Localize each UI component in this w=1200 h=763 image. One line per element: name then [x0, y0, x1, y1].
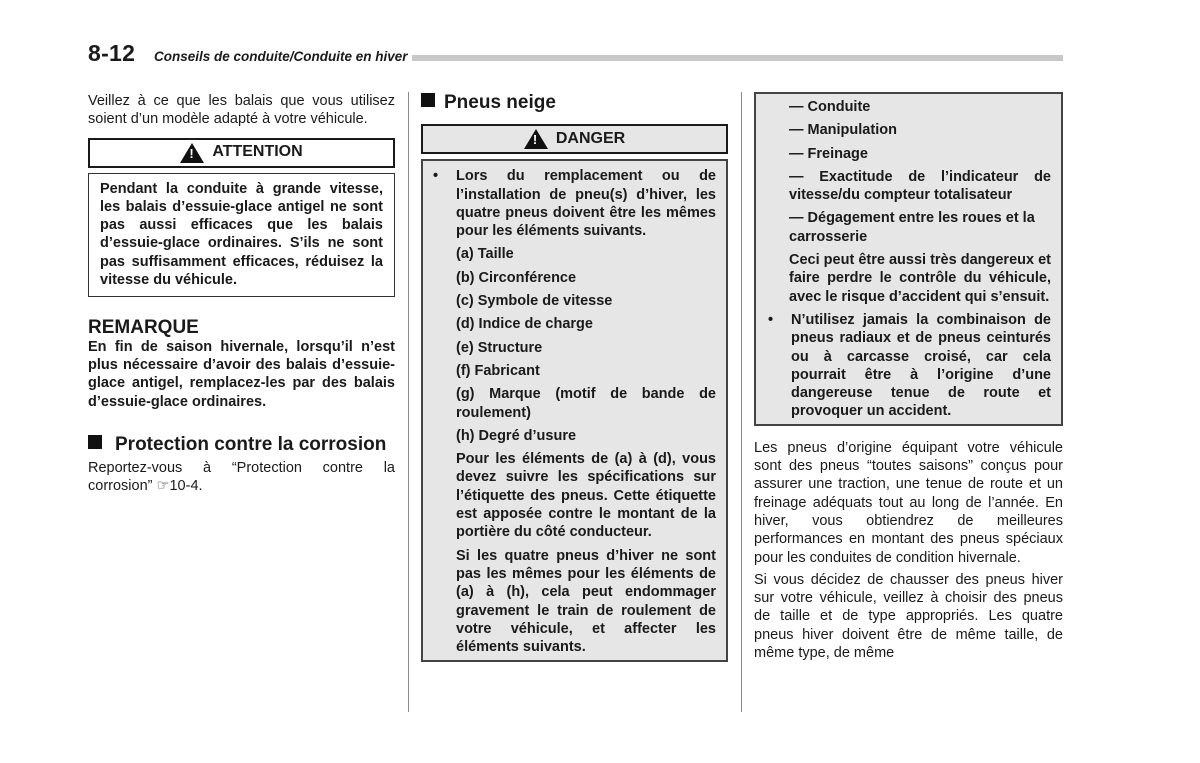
- warning-triangle-icon: [180, 143, 204, 163]
- body-paragraph: Les pneus d’origine équipant votre véhicule sont des pneus “toutes saisons” conçus pour assurer une traction, une tenue de route et un freinage adéquats tout au long de l’année. En hiver, vous obtiendrez de meilleures performances en montant des pneus spéciaux pour les conduites de condition hivernale.: [754, 439, 1063, 566]
- danger-header: [421, 124, 728, 154]
- danger-bullet: • N’utilisez jamais la combinaison de pneus radiaux et de pneus ceinturés ou à carcasse croisé, car cela pourrait être à l’origine d’une dangereuse tenue de route et provoquer un accident.: [768, 311, 1051, 420]
- danger-body-continued: [754, 92, 1063, 426]
- intro-text: Veillez à ce que les balais que vous utilisez soient d’un modèle adapté à votre véhicule.: [88, 93, 395, 128]
- column-divider: [741, 92, 742, 712]
- danger-box: [421, 124, 728, 662]
- criteria-item: (g) Marque (motif de bande de roulement): [456, 386, 716, 421]
- section-square-icon: [421, 93, 435, 107]
- pneus-neige-title: Pneus neige: [421, 93, 728, 112]
- criteria-note: Pour les éléments de (a) à (d), vous devez suivre les spécifications sur l’étiquette des pneus. Cette étiquette est apposée contre le montant de la portière du côté conducteur.: [456, 451, 716, 541]
- effect-item: — Conduite: [789, 99, 871, 115]
- danger-bullet: • Lors du remplacement ou de l’installation de pneu(s) d’hiver, les quatre pneus doivent être les mêmes pour les éléments suivants.: [433, 168, 716, 240]
- danger-label: DANGER: [555, 130, 626, 148]
- criteria-item: (c) Symbole de vitesse: [456, 293, 613, 310]
- criteria-item: (a) Taille: [456, 246, 514, 263]
- danger-body: [421, 159, 728, 662]
- attention-box: [88, 138, 395, 298]
- corrosion-reference-link[interactable]: Reportez-vous à “Protection contre la corrosion” ☞10-4.: [88, 459, 395, 495]
- effect-item: — Manipulation: [789, 122, 897, 139]
- attention-body: Pendant la conduite à grande vitesse, les balais d’essuie-glace antigel ne sont pas aussi efficaces que les balais d’essuie-glace ordinaires. S’ils ne sont pas suffisamment efficaces, réduisez la vitesse du véhicule.: [88, 173, 395, 298]
- bullet-dot: •: [433, 168, 439, 185]
- corrosion-section: [88, 434, 395, 496]
- body-paragraph: Si vous décidez de chausser des pneus hiver sur votre véhicule, veillez à choisir des pneus de taille et de type appropriés. Les quatre pneus hiver doivent être de même taille, de même type, de même: [754, 571, 1063, 662]
- effects-list: [766, 98, 1051, 306]
- column-1: [88, 92, 395, 495]
- danger-consequence: Ceci peut être aussi très dangereux et faire perdre le contrôle du véhicule, avec le risque d’accident qui s’ensuit.: [789, 252, 1051, 305]
- attention-label: ATTENTION: [212, 143, 303, 161]
- criteria-item: (e) Structure: [456, 339, 543, 356]
- criteria-item: (b) Circonférence: [456, 269, 577, 286]
- warning-triangle-icon: [524, 129, 548, 149]
- criteria-item: (f) Fabricant: [456, 362, 540, 379]
- bullet-dot: •: [768, 311, 774, 328]
- section-square-icon: [88, 435, 102, 449]
- remarque-text: En fin de saison hivernale, lorsqu’il n’est plus nécessaire d’avoir des balais d’essuie-glace antigel, remplacez-les par des balais d’essuie-glace ordinaires.: [88, 338, 395, 410]
- corrosion-title: Protection contre la corrosion: [88, 434, 395, 455]
- section-title: Conseils de conduite/Conduite en hiver: [154, 49, 412, 64]
- page-number: 8-12: [88, 40, 136, 66]
- effect-item: — Exactitude de l’indicateur de vitesse/du compteur totalisateur: [789, 168, 1051, 204]
- page-header: [88, 40, 1063, 70]
- effect-item: — Freinage: [789, 145, 868, 162]
- effect-item: — Dégagement entre les roues et la carrosserie: [789, 210, 1035, 245]
- remarque-block: [88, 319, 395, 410]
- criteria-item: (d) Indice de charge: [456, 316, 593, 333]
- criteria-item: (h) Degré d’usure: [456, 427, 577, 444]
- column-3: [754, 92, 1063, 662]
- column-2: [421, 92, 728, 662]
- tyre-criteria-list: [433, 245, 716, 656]
- criteria-warning: Si les quatre pneus d’hiver ne sont pas les mêmes pour les éléments de (a) à (h), cela peut endommager gravement le train de roulement de votre véhicule, et affecter les éléments suivants.: [456, 547, 716, 656]
- remarque-title: REMARQUE: [88, 317, 199, 339]
- column-divider: [408, 92, 409, 712]
- attention-header: [88, 138, 395, 168]
